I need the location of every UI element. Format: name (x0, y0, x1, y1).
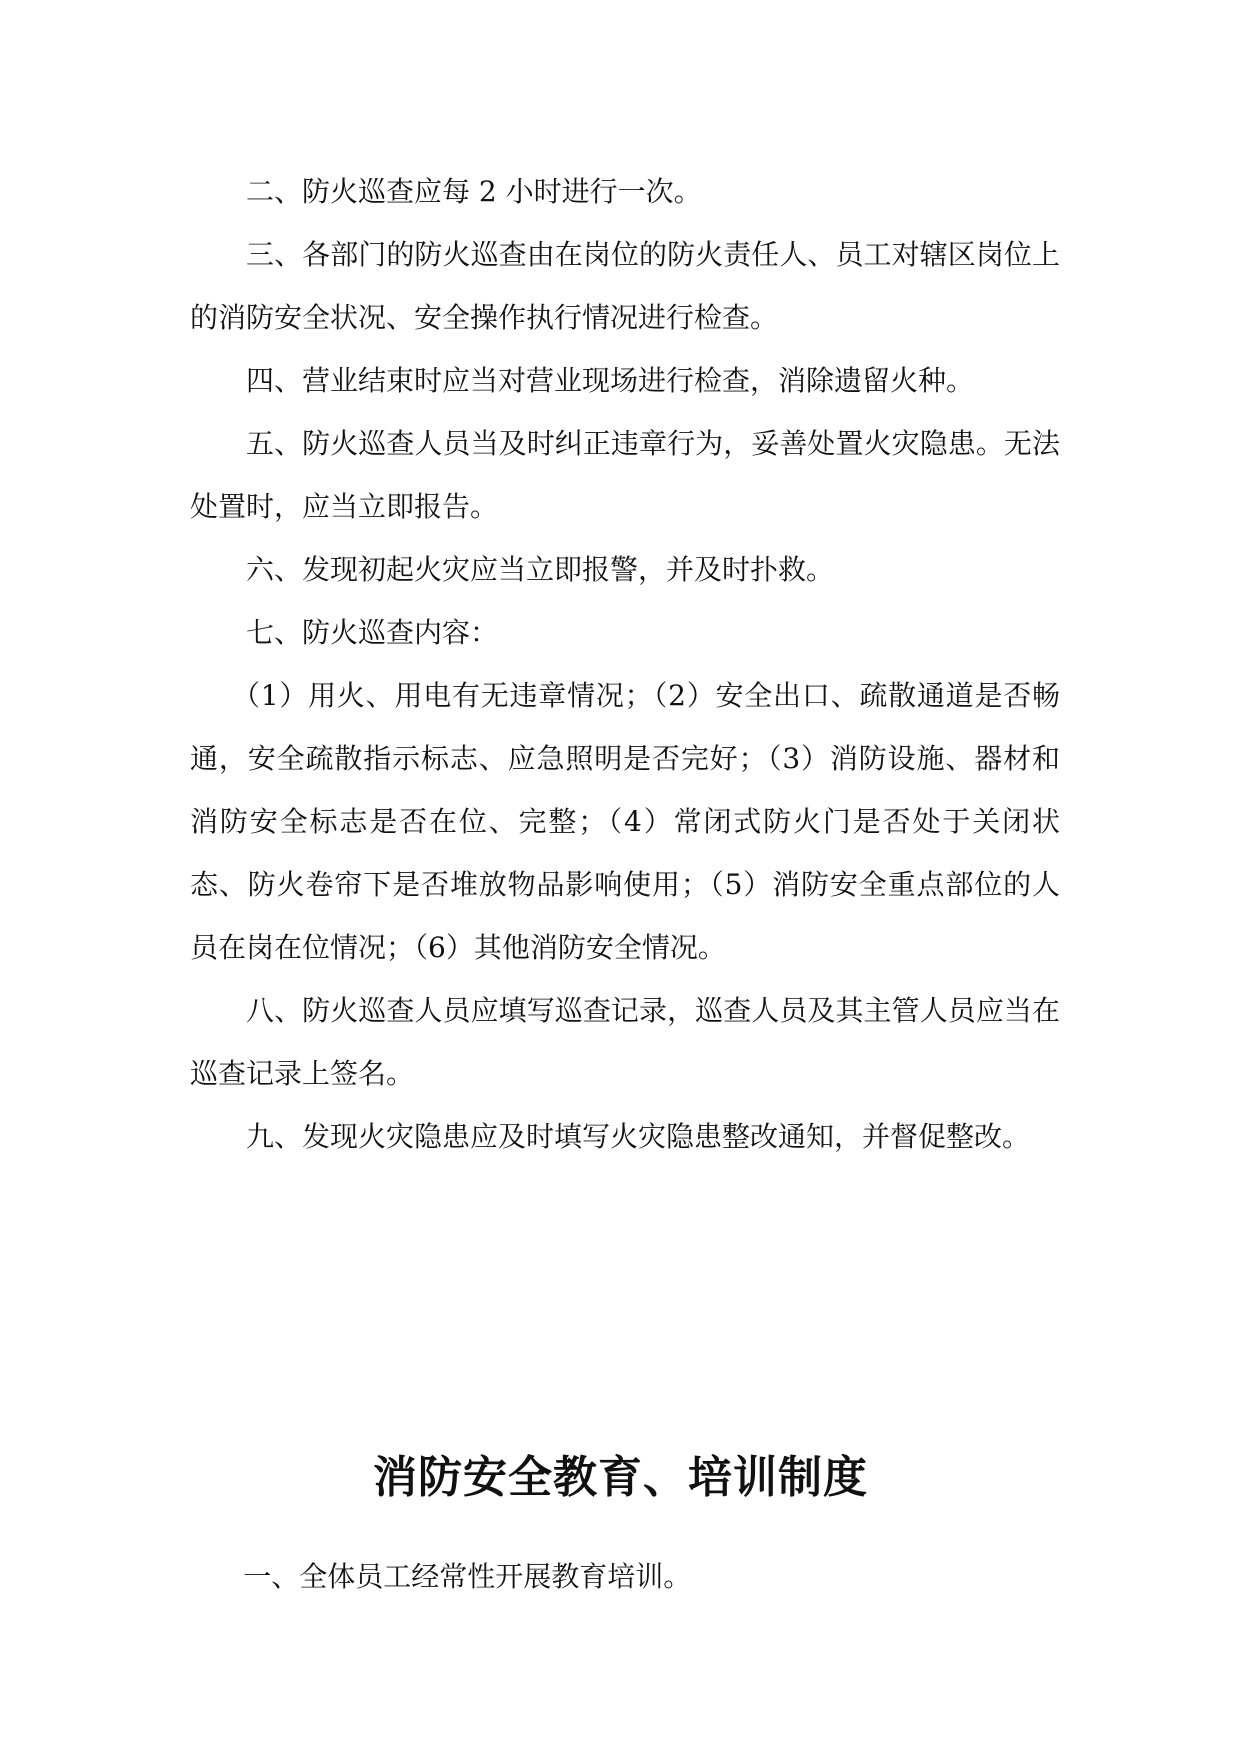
paragraph-correct-violations: 五、防火巡查人员当及时纠正违章行为，妥善处置火灾隐患。无法处置时，应当立即报告。 (190, 427, 1060, 523)
section-title: 消防安全教育、培训制度 (373, 1452, 868, 1503)
paragraph-patrol-content-list: （1）用火、用电有无违章情况；（2）安全出口、疏散通道是否畅通，安全疏散指示标志、应急照明是否完好；（3）消防设施、器材和消防安全标志是否在位、完整；（4）常闭式防火门是否处于关闭状态、防火卷帘下是否堆放物品影响使用；（5）消防安全重点部位的人员在岗在位情况；（6）其他消防安全情况。 (190, 679, 1060, 964)
paragraph-patrol-records: 八、防火巡查人员应填写巡查记录，巡查人员及其主管人员应当在巡查记录上签名。 (190, 994, 1060, 1090)
paragraph-closing-check: 四、营业结束时应当对营业现场进行检查，消除遗留火种。 (246, 364, 975, 397)
document-body (190, 160, 1060, 1168)
paragraph-patrol-frequency: 二、防火巡查应每 2 小时进行一次。 (246, 175, 702, 208)
paragraph-report-fire: 六、发现初起火灾应当立即报警，并及时扑救。 (246, 553, 835, 586)
paragraph-department-patrol: 三、各部门的防火巡查由在岗位的防火责任人、员工对辖区岗位上的消防安全状况、安全操作执行情况进行检查。 (190, 238, 1060, 334)
paragraph-staff-training: 一、全体员工经常性开展教育培训。 (243, 1560, 692, 1593)
paragraph-hazard-rectification: 九、发现火灾隐患应及时填写火灾隐患整改通知，并督促整改。 (246, 1120, 1031, 1153)
paragraph-patrol-content-heading: 七、防火巡查内容： (246, 616, 499, 649)
